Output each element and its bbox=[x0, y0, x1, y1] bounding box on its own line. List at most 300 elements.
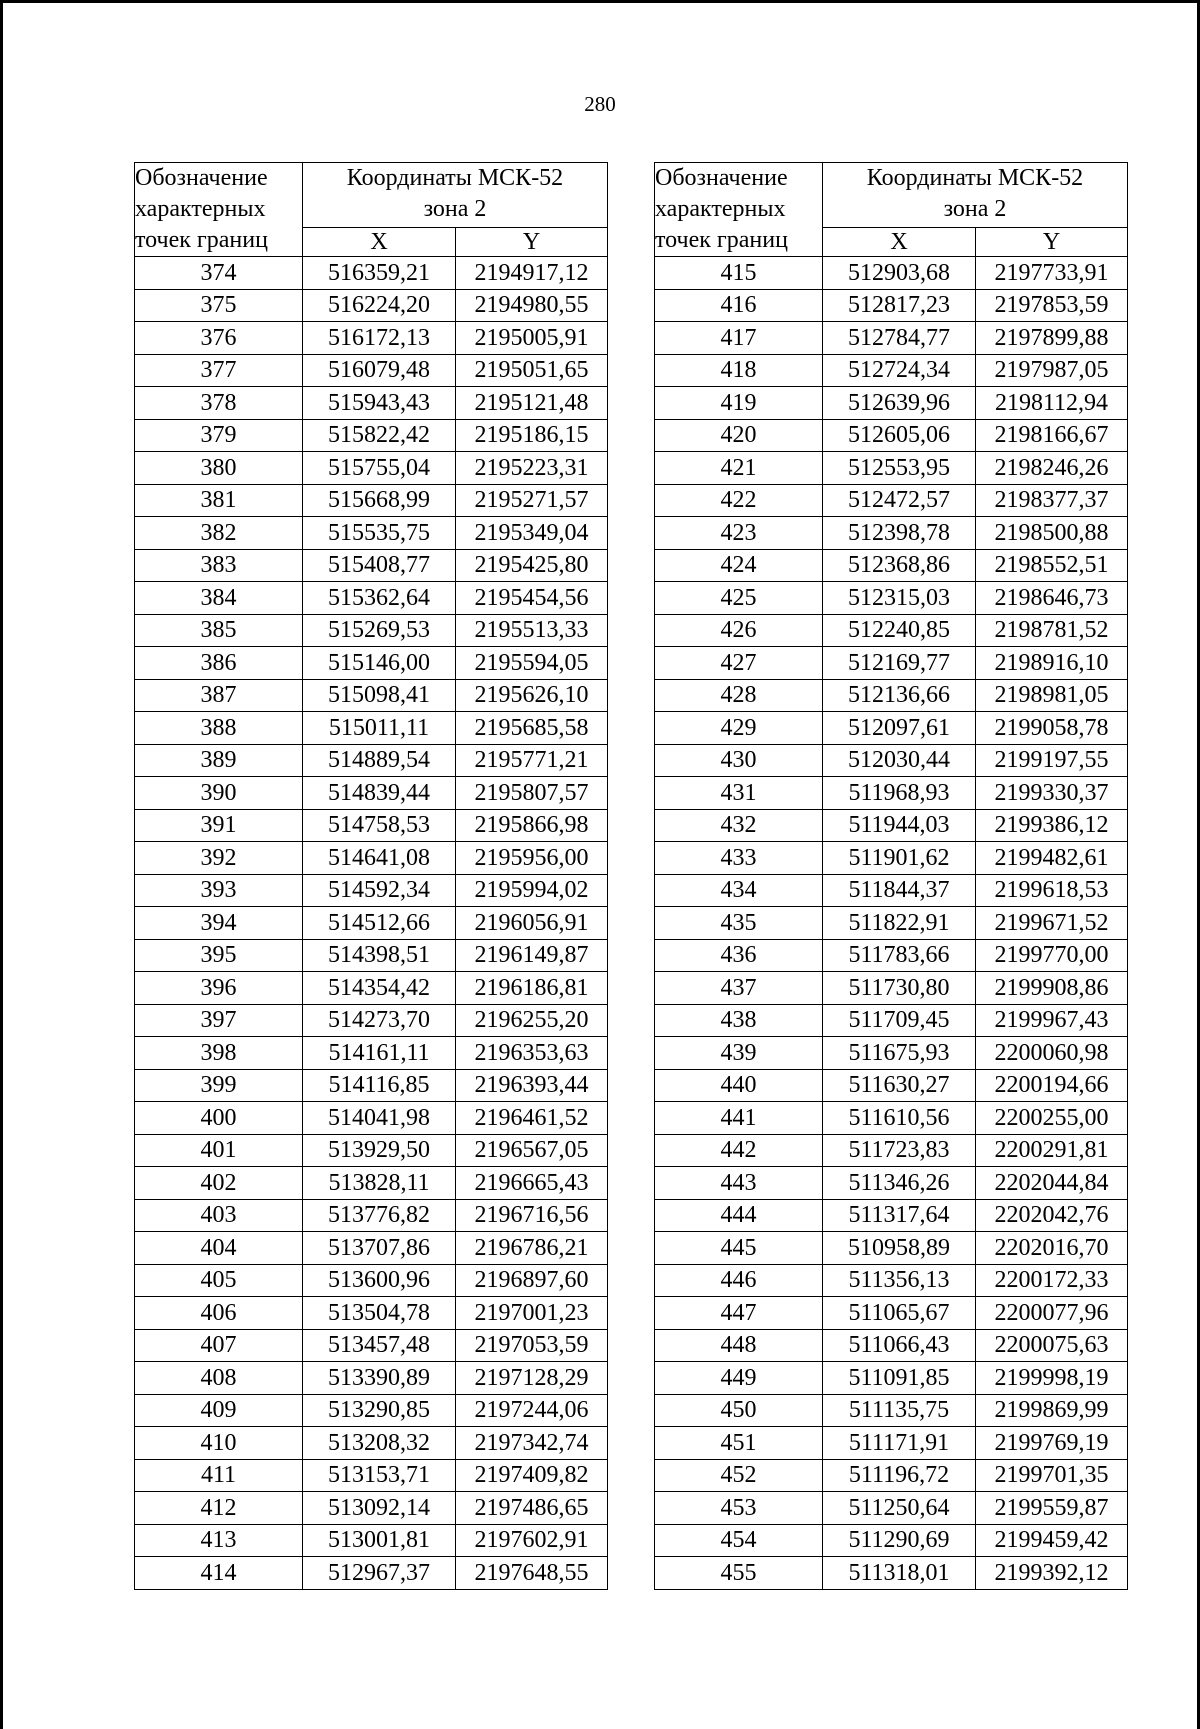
x-coordinate-cell: 511290,69 bbox=[823, 1524, 976, 1557]
y-coordinate-cell: 2194980,55 bbox=[456, 289, 608, 322]
x-coordinate-cell: 511675,93 bbox=[823, 1037, 976, 1070]
point-id-cell: 378 bbox=[135, 387, 303, 420]
point-header-line: характерных bbox=[655, 196, 786, 222]
point-id-cell: 400 bbox=[135, 1102, 303, 1135]
y-coordinate-cell: 2198646,73 bbox=[976, 582, 1128, 615]
table-row bbox=[135, 1004, 608, 1037]
point-id-cell: 430 bbox=[655, 744, 823, 777]
x-coordinate-cell: 511317,64 bbox=[823, 1199, 976, 1232]
coordinates-table-right bbox=[654, 162, 1128, 1590]
point-id-cell: 381 bbox=[135, 484, 303, 517]
point-id-cell: 412 bbox=[135, 1492, 303, 1525]
x-coordinate-cell: 511610,56 bbox=[823, 1102, 976, 1135]
table-row bbox=[655, 452, 1128, 485]
table-row bbox=[135, 1362, 608, 1395]
table-row bbox=[655, 549, 1128, 582]
y-coordinate-cell: 2198781,52 bbox=[976, 614, 1128, 647]
table-row bbox=[135, 322, 608, 355]
point-id-cell: 437 bbox=[655, 972, 823, 1005]
point-id-cell: 396 bbox=[135, 972, 303, 1005]
coord-header-line: зона 2 bbox=[943, 196, 1007, 222]
x-coordinate-cell: 514161,11 bbox=[303, 1037, 456, 1070]
x-column-header: X bbox=[823, 228, 976, 257]
x-coordinate-cell: 511196,72 bbox=[823, 1459, 976, 1492]
y-coordinate-cell: 2196149,87 bbox=[456, 939, 608, 972]
x-coordinate-cell: 513153,71 bbox=[303, 1459, 456, 1492]
coord-header-line: Координаты МСК-52 bbox=[866, 165, 1084, 191]
table-row bbox=[655, 1004, 1128, 1037]
point-id-cell: 409 bbox=[135, 1394, 303, 1427]
coordinates-table-left bbox=[134, 162, 608, 1590]
x-coordinate-cell: 513457,48 bbox=[303, 1329, 456, 1362]
point-id-cell: 375 bbox=[135, 289, 303, 322]
table-row bbox=[655, 1167, 1128, 1200]
y-coordinate-cell: 2198500,88 bbox=[976, 517, 1128, 550]
point-id-cell: 443 bbox=[655, 1167, 823, 1200]
y-column-header: Y bbox=[456, 228, 608, 257]
x-coordinate-cell: 513092,14 bbox=[303, 1492, 456, 1525]
table-row bbox=[135, 1134, 608, 1167]
point-id-cell: 447 bbox=[655, 1297, 823, 1330]
x-coordinate-cell: 514889,54 bbox=[303, 744, 456, 777]
point-id-cell: 410 bbox=[135, 1427, 303, 1460]
table-row bbox=[135, 647, 608, 680]
x-coordinate-cell: 512169,77 bbox=[823, 647, 976, 680]
table-row bbox=[135, 614, 608, 647]
y-coordinate-cell: 2199618,53 bbox=[976, 874, 1128, 907]
table-row bbox=[135, 1557, 608, 1590]
y-coordinate-cell: 2197899,88 bbox=[976, 322, 1128, 355]
table-row bbox=[135, 1297, 608, 1330]
point-id-cell: 416 bbox=[655, 289, 823, 322]
y-coordinate-cell: 2195186,15 bbox=[456, 419, 608, 452]
y-coordinate-cell: 2199908,86 bbox=[976, 972, 1128, 1005]
point-id-cell: 408 bbox=[135, 1362, 303, 1395]
x-coordinate-cell: 511730,80 bbox=[823, 972, 976, 1005]
y-coordinate-cell: 2197486,65 bbox=[456, 1492, 608, 1525]
y-coordinate-cell: 2202042,76 bbox=[976, 1199, 1128, 1232]
point-id-cell: 388 bbox=[135, 712, 303, 745]
point-id-cell: 425 bbox=[655, 582, 823, 615]
y-coordinate-cell: 2200291,81 bbox=[976, 1134, 1128, 1167]
y-coordinate-cell: 2199386,12 bbox=[976, 809, 1128, 842]
x-coordinate-cell: 514041,98 bbox=[303, 1102, 456, 1135]
x-coordinate-cell: 514354,42 bbox=[303, 972, 456, 1005]
point-id-cell: 442 bbox=[655, 1134, 823, 1167]
y-coordinate-cell: 2199701,35 bbox=[976, 1459, 1128, 1492]
point-header-line: Обозначение bbox=[655, 165, 788, 191]
x-coordinate-cell: 512784,77 bbox=[823, 322, 976, 355]
y-coordinate-cell: 2200194,66 bbox=[976, 1069, 1128, 1102]
point-id-cell: 423 bbox=[655, 517, 823, 550]
table-row bbox=[135, 1102, 608, 1135]
point-id-cell: 389 bbox=[135, 744, 303, 777]
page-number: 280 bbox=[584, 92, 616, 116]
x-coordinate-cell: 513707,86 bbox=[303, 1232, 456, 1265]
table-row bbox=[135, 484, 608, 517]
y-coordinate-cell: 2199671,52 bbox=[976, 907, 1128, 940]
x-coordinate-cell: 515098,41 bbox=[303, 679, 456, 712]
point-id-cell: 374 bbox=[135, 257, 303, 290]
point-id-cell: 445 bbox=[655, 1232, 823, 1265]
table-row bbox=[135, 1427, 608, 1460]
point-id-cell: 415 bbox=[655, 257, 823, 290]
point-id-cell: 432 bbox=[655, 809, 823, 842]
table-row bbox=[135, 517, 608, 550]
x-coordinate-cell: 515146,00 bbox=[303, 647, 456, 680]
x-coordinate-cell: 515011,11 bbox=[303, 712, 456, 745]
point-id-cell: 394 bbox=[135, 907, 303, 940]
table-row bbox=[135, 419, 608, 452]
x-coordinate-cell: 512030,44 bbox=[823, 744, 976, 777]
point-id-cell: 431 bbox=[655, 777, 823, 810]
y-coordinate-cell: 2197128,29 bbox=[456, 1362, 608, 1395]
table-row bbox=[135, 777, 608, 810]
point-id-cell: 414 bbox=[135, 1557, 303, 1590]
y-coordinate-cell: 2199998,19 bbox=[976, 1362, 1128, 1395]
x-coordinate-cell: 514273,70 bbox=[303, 1004, 456, 1037]
y-column-header: Y bbox=[976, 228, 1128, 257]
y-coordinate-cell: 2195454,56 bbox=[456, 582, 608, 615]
x-coordinate-cell: 512368,86 bbox=[823, 549, 976, 582]
table-row bbox=[135, 1394, 608, 1427]
y-coordinate-cell: 2199058,78 bbox=[976, 712, 1128, 745]
y-coordinate-cell: 2197987,05 bbox=[976, 354, 1128, 387]
x-coordinate-cell: 514398,51 bbox=[303, 939, 456, 972]
y-coordinate-cell: 2195594,05 bbox=[456, 647, 608, 680]
point-id-cell: 424 bbox=[655, 549, 823, 582]
x-coordinate-cell: 514641,08 bbox=[303, 842, 456, 875]
y-coordinate-cell: 2200255,00 bbox=[976, 1102, 1128, 1135]
x-coordinate-cell: 514116,85 bbox=[303, 1069, 456, 1102]
point-column-header bbox=[655, 163, 823, 257]
point-id-cell: 421 bbox=[655, 452, 823, 485]
x-coordinate-cell: 512639,96 bbox=[823, 387, 976, 420]
table-row bbox=[135, 387, 608, 420]
table-row bbox=[655, 1557, 1128, 1590]
point-id-cell: 405 bbox=[135, 1264, 303, 1297]
x-column-header: X bbox=[303, 228, 456, 257]
point-id-cell: 441 bbox=[655, 1102, 823, 1135]
y-coordinate-cell: 2195121,48 bbox=[456, 387, 608, 420]
x-coordinate-cell: 513929,50 bbox=[303, 1134, 456, 1167]
x-coordinate-cell: 511968,93 bbox=[823, 777, 976, 810]
table-row bbox=[135, 907, 608, 940]
point-header-line: точек границ bbox=[655, 227, 788, 253]
y-coordinate-cell: 2195005,91 bbox=[456, 322, 608, 355]
x-coordinate-cell: 513504,78 bbox=[303, 1297, 456, 1330]
coord-header-line: зона 2 bbox=[423, 196, 487, 222]
table-row bbox=[135, 257, 608, 290]
y-coordinate-cell: 2199197,55 bbox=[976, 744, 1128, 777]
point-id-cell: 449 bbox=[655, 1362, 823, 1395]
point-id-cell: 451 bbox=[655, 1427, 823, 1460]
x-coordinate-cell: 512967,37 bbox=[303, 1557, 456, 1590]
point-id-cell: 448 bbox=[655, 1329, 823, 1362]
x-coordinate-cell: 514512,66 bbox=[303, 907, 456, 940]
table-row bbox=[655, 679, 1128, 712]
x-coordinate-cell: 512315,03 bbox=[823, 582, 976, 615]
table-row bbox=[655, 1297, 1128, 1330]
y-coordinate-cell: 2199330,37 bbox=[976, 777, 1128, 810]
y-coordinate-cell: 2197733,91 bbox=[976, 257, 1128, 290]
point-id-cell: 397 bbox=[135, 1004, 303, 1037]
y-coordinate-cell: 2195866,98 bbox=[456, 809, 608, 842]
y-coordinate-cell: 2199869,99 bbox=[976, 1394, 1128, 1427]
point-id-cell: 419 bbox=[655, 387, 823, 420]
x-coordinate-cell: 512097,61 bbox=[823, 712, 976, 745]
x-coordinate-cell: 515408,77 bbox=[303, 549, 456, 582]
y-coordinate-cell: 2199769,19 bbox=[976, 1427, 1128, 1460]
coord-header-line: Координаты МСК-52 bbox=[346, 165, 564, 191]
x-coordinate-cell: 511091,85 bbox=[823, 1362, 976, 1395]
table-row bbox=[655, 1199, 1128, 1232]
table-row bbox=[655, 1524, 1128, 1557]
point-id-cell: 402 bbox=[135, 1167, 303, 1200]
point-id-cell: 450 bbox=[655, 1394, 823, 1427]
x-coordinate-cell: 512817,23 bbox=[823, 289, 976, 322]
x-coordinate-cell: 513001,81 bbox=[303, 1524, 456, 1557]
y-coordinate-cell: 2196786,21 bbox=[456, 1232, 608, 1265]
x-coordinate-cell: 512136,66 bbox=[823, 679, 976, 712]
x-coordinate-cell: 511844,37 bbox=[823, 874, 976, 907]
point-id-cell: 393 bbox=[135, 874, 303, 907]
point-id-cell: 426 bbox=[655, 614, 823, 647]
point-id-cell: 386 bbox=[135, 647, 303, 680]
y-coordinate-cell: 2202044,84 bbox=[976, 1167, 1128, 1200]
table-row bbox=[655, 1134, 1128, 1167]
y-coordinate-cell: 2199770,00 bbox=[976, 939, 1128, 972]
point-id-cell: 434 bbox=[655, 874, 823, 907]
x-coordinate-cell: 512903,68 bbox=[823, 257, 976, 290]
y-coordinate-cell: 2197001,23 bbox=[456, 1297, 608, 1330]
x-coordinate-cell: 516224,20 bbox=[303, 289, 456, 322]
y-coordinate-cell: 2200172,33 bbox=[976, 1264, 1128, 1297]
table-row bbox=[135, 289, 608, 322]
x-coordinate-cell: 515668,99 bbox=[303, 484, 456, 517]
point-id-cell: 439 bbox=[655, 1037, 823, 1070]
x-coordinate-cell: 514839,44 bbox=[303, 777, 456, 810]
table-row bbox=[135, 1492, 608, 1525]
y-coordinate-cell: 2196353,63 bbox=[456, 1037, 608, 1070]
table-row bbox=[135, 549, 608, 582]
table-row bbox=[135, 1329, 608, 1362]
table-row bbox=[135, 354, 608, 387]
y-coordinate-cell: 2198916,10 bbox=[976, 647, 1128, 680]
table-row bbox=[655, 1329, 1128, 1362]
y-coordinate-cell: 2195685,58 bbox=[456, 712, 608, 745]
point-id-cell: 399 bbox=[135, 1069, 303, 1102]
x-coordinate-cell: 510958,89 bbox=[823, 1232, 976, 1265]
x-coordinate-cell: 511066,43 bbox=[823, 1329, 976, 1362]
x-coordinate-cell: 515943,43 bbox=[303, 387, 456, 420]
table-row bbox=[135, 582, 608, 615]
point-id-cell: 404 bbox=[135, 1232, 303, 1265]
point-id-cell: 417 bbox=[655, 322, 823, 355]
x-coordinate-cell: 515535,75 bbox=[303, 517, 456, 550]
point-id-cell: 452 bbox=[655, 1459, 823, 1492]
y-coordinate-cell: 2195807,57 bbox=[456, 777, 608, 810]
x-coordinate-cell: 512605,06 bbox=[823, 419, 976, 452]
point-id-cell: 438 bbox=[655, 1004, 823, 1037]
y-coordinate-cell: 2198166,67 bbox=[976, 419, 1128, 452]
point-id-cell: 406 bbox=[135, 1297, 303, 1330]
table-row bbox=[655, 387, 1128, 420]
y-coordinate-cell: 2197648,55 bbox=[456, 1557, 608, 1590]
table-row bbox=[655, 907, 1128, 940]
y-coordinate-cell: 2200060,98 bbox=[976, 1037, 1128, 1070]
y-coordinate-cell: 2195051,65 bbox=[456, 354, 608, 387]
table-row bbox=[655, 744, 1128, 777]
x-coordinate-cell: 511171,91 bbox=[823, 1427, 976, 1460]
table-body-right bbox=[655, 257, 1128, 1590]
x-coordinate-cell: 515822,42 bbox=[303, 419, 456, 452]
x-coordinate-cell: 513600,96 bbox=[303, 1264, 456, 1297]
table-row bbox=[135, 1167, 608, 1200]
y-coordinate-cell: 2199482,61 bbox=[976, 842, 1128, 875]
y-coordinate-cell: 2198981,05 bbox=[976, 679, 1128, 712]
table-row bbox=[655, 257, 1128, 290]
x-coordinate-cell: 514758,53 bbox=[303, 809, 456, 842]
point-id-cell: 413 bbox=[135, 1524, 303, 1557]
x-coordinate-cell: 511065,67 bbox=[823, 1297, 976, 1330]
y-coordinate-cell: 2199459,42 bbox=[976, 1524, 1128, 1557]
x-coordinate-cell: 511944,03 bbox=[823, 809, 976, 842]
x-coordinate-cell: 511709,45 bbox=[823, 1004, 976, 1037]
y-coordinate-cell: 2197053,59 bbox=[456, 1329, 608, 1362]
table-row bbox=[655, 874, 1128, 907]
table-body-left bbox=[135, 257, 608, 1590]
y-coordinate-cell: 2197853,59 bbox=[976, 289, 1128, 322]
table-row bbox=[655, 419, 1128, 452]
point-id-cell: 444 bbox=[655, 1199, 823, 1232]
point-id-cell: 376 bbox=[135, 322, 303, 355]
point-id-cell: 453 bbox=[655, 1492, 823, 1525]
point-id-cell: 382 bbox=[135, 517, 303, 550]
table-row bbox=[655, 972, 1128, 1005]
table-row bbox=[655, 517, 1128, 550]
table-row bbox=[655, 322, 1128, 355]
x-coordinate-cell: 512398,78 bbox=[823, 517, 976, 550]
table-row bbox=[655, 1427, 1128, 1460]
table-row bbox=[655, 1102, 1128, 1135]
table-row bbox=[655, 712, 1128, 745]
x-coordinate-cell: 514592,34 bbox=[303, 874, 456, 907]
table-row bbox=[135, 712, 608, 745]
y-coordinate-cell: 2199967,43 bbox=[976, 1004, 1128, 1037]
table-row bbox=[655, 1459, 1128, 1492]
table-row bbox=[135, 1232, 608, 1265]
point-id-cell: 422 bbox=[655, 484, 823, 517]
table-row bbox=[655, 582, 1128, 615]
table-row bbox=[135, 1199, 608, 1232]
table-row bbox=[655, 614, 1128, 647]
point-id-cell: 383 bbox=[135, 549, 303, 582]
table-row bbox=[135, 972, 608, 1005]
table-row bbox=[655, 939, 1128, 972]
y-coordinate-cell: 2198246,26 bbox=[976, 452, 1128, 485]
y-coordinate-cell: 2194917,12 bbox=[456, 257, 608, 290]
y-coordinate-cell: 2197244,06 bbox=[456, 1394, 608, 1427]
x-coordinate-cell: 511318,01 bbox=[823, 1557, 976, 1590]
x-coordinate-cell: 511822,91 bbox=[823, 907, 976, 940]
coordinates-header bbox=[823, 163, 1128, 228]
table-row bbox=[135, 874, 608, 907]
point-id-cell: 411 bbox=[135, 1459, 303, 1492]
table-row bbox=[655, 1362, 1128, 1395]
table-row bbox=[135, 1264, 608, 1297]
x-coordinate-cell: 513390,89 bbox=[303, 1362, 456, 1395]
y-coordinate-cell: 2196567,05 bbox=[456, 1134, 608, 1167]
point-id-cell: 385 bbox=[135, 614, 303, 647]
point-header-line: характерных bbox=[135, 196, 266, 222]
point-id-cell: 428 bbox=[655, 679, 823, 712]
x-coordinate-cell: 513208,32 bbox=[303, 1427, 456, 1460]
table-row bbox=[655, 777, 1128, 810]
y-coordinate-cell: 2195626,10 bbox=[456, 679, 608, 712]
y-coordinate-cell: 2198112,94 bbox=[976, 387, 1128, 420]
point-id-cell: 390 bbox=[135, 777, 303, 810]
point-id-cell: 446 bbox=[655, 1264, 823, 1297]
y-coordinate-cell: 2198552,51 bbox=[976, 549, 1128, 582]
y-coordinate-cell: 2195994,02 bbox=[456, 874, 608, 907]
x-coordinate-cell: 513290,85 bbox=[303, 1394, 456, 1427]
point-id-cell: 387 bbox=[135, 679, 303, 712]
y-coordinate-cell: 2200077,96 bbox=[976, 1297, 1128, 1330]
point-id-cell: 429 bbox=[655, 712, 823, 745]
x-coordinate-cell: 512240,85 bbox=[823, 614, 976, 647]
table-row bbox=[135, 842, 608, 875]
x-coordinate-cell: 511783,66 bbox=[823, 939, 976, 972]
y-coordinate-cell: 2195349,04 bbox=[456, 517, 608, 550]
point-id-cell: 455 bbox=[655, 1557, 823, 1590]
table-row bbox=[655, 484, 1128, 517]
x-coordinate-cell: 511901,62 bbox=[823, 842, 976, 875]
x-coordinate-cell: 511135,75 bbox=[823, 1394, 976, 1427]
y-coordinate-cell: 2202016,70 bbox=[976, 1232, 1128, 1265]
x-coordinate-cell: 515755,04 bbox=[303, 452, 456, 485]
table-row bbox=[655, 1232, 1128, 1265]
point-id-cell: 427 bbox=[655, 647, 823, 680]
table-row bbox=[135, 1459, 608, 1492]
y-coordinate-cell: 2196716,56 bbox=[456, 1199, 608, 1232]
y-coordinate-cell: 2195223,31 bbox=[456, 452, 608, 485]
y-coordinate-cell: 2196056,91 bbox=[456, 907, 608, 940]
x-coordinate-cell: 511723,83 bbox=[823, 1134, 976, 1167]
table-row bbox=[655, 1037, 1128, 1070]
point-id-cell: 407 bbox=[135, 1329, 303, 1362]
y-coordinate-cell: 2200075,63 bbox=[976, 1329, 1128, 1362]
point-id-cell: 403 bbox=[135, 1199, 303, 1232]
point-id-cell: 433 bbox=[655, 842, 823, 875]
y-coordinate-cell: 2196461,52 bbox=[456, 1102, 608, 1135]
point-id-cell: 377 bbox=[135, 354, 303, 387]
x-coordinate-cell: 512553,95 bbox=[823, 452, 976, 485]
table-row bbox=[135, 1037, 608, 1070]
table-row bbox=[135, 939, 608, 972]
point-id-cell: 380 bbox=[135, 452, 303, 485]
point-id-cell: 398 bbox=[135, 1037, 303, 1070]
point-id-cell: 420 bbox=[655, 419, 823, 452]
table-row bbox=[655, 1492, 1128, 1525]
point-id-cell: 379 bbox=[135, 419, 303, 452]
x-coordinate-cell: 513828,11 bbox=[303, 1167, 456, 1200]
y-coordinate-cell: 2198377,37 bbox=[976, 484, 1128, 517]
x-coordinate-cell: 516172,13 bbox=[303, 322, 456, 355]
point-column-header bbox=[135, 163, 303, 257]
y-coordinate-cell: 2196255,20 bbox=[456, 1004, 608, 1037]
point-id-cell: 392 bbox=[135, 842, 303, 875]
